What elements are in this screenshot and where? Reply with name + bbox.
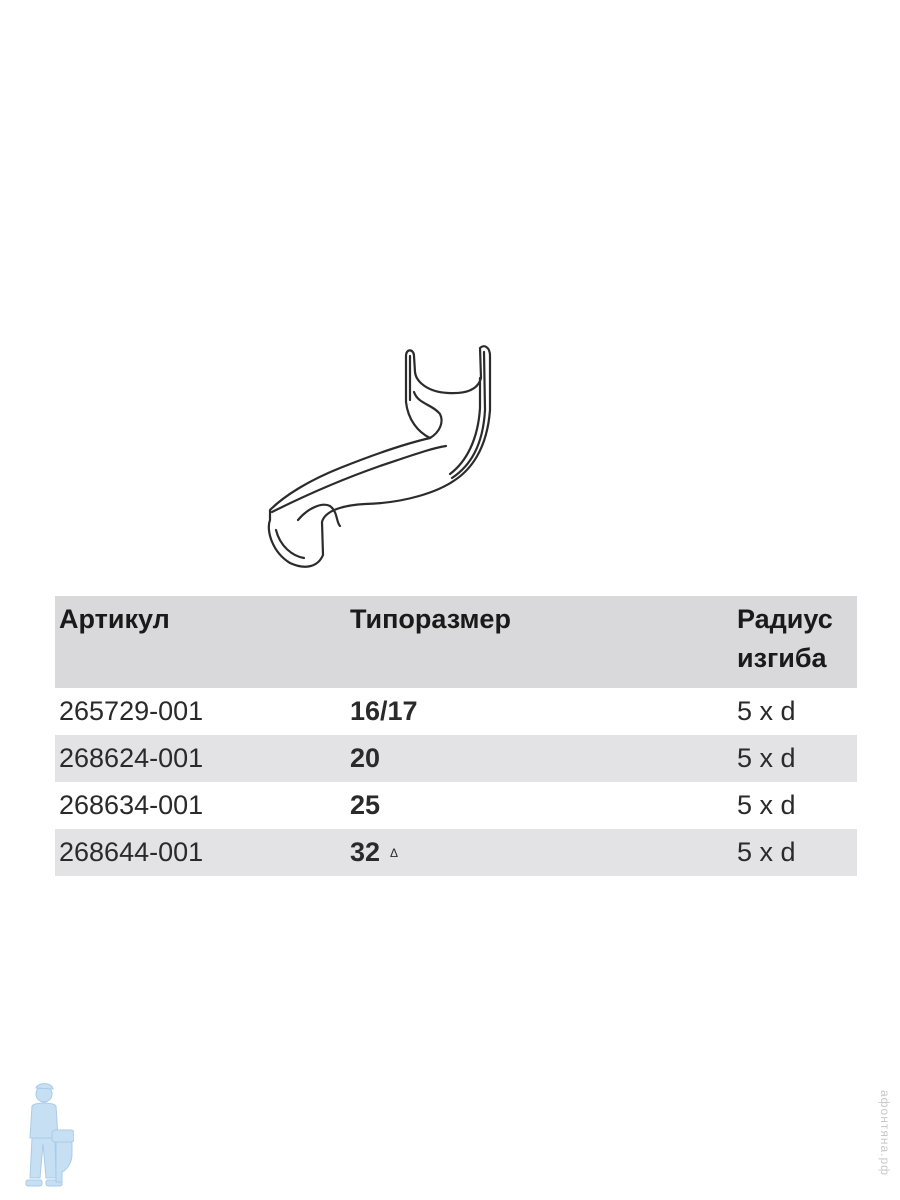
cell-size [346,782,733,829]
site-watermark: афонтяна.рф [878,1090,892,1177]
size-value: 32 [350,837,381,867]
table-row [55,688,857,735]
cell-radius: 5 x d [737,696,796,726]
cell-article: 268644-001 [55,829,346,876]
cell-radius: 5 x d [733,829,857,876]
pipe-bend-guide-icon [250,330,510,580]
size-value: 16/17 [350,696,418,726]
cell-size [346,688,733,735]
cell-article: 265729-001 [59,696,204,726]
table-row [55,735,857,782]
cell-radius: 5 x d [737,790,796,820]
size-note-mark: Δ [390,846,399,860]
column-header-radius: Радиус изгиба [733,596,857,688]
cell-size [346,829,733,876]
size-value: 20 [350,743,381,773]
table-header-row [55,596,857,688]
cell-radius: 5 x d [733,735,857,782]
table-row [55,782,857,829]
cell-article: 268624-001 [55,735,346,782]
cell-size [346,735,733,782]
column-header-article: Артикул [55,596,346,688]
size-value: 25 [350,790,381,820]
plumber-mascot-icon [22,1082,74,1190]
table-row [55,829,857,876]
column-header-size: Типоразмер [346,596,733,688]
cell-article: 268634-001 [59,790,204,820]
spec-table [55,596,857,876]
